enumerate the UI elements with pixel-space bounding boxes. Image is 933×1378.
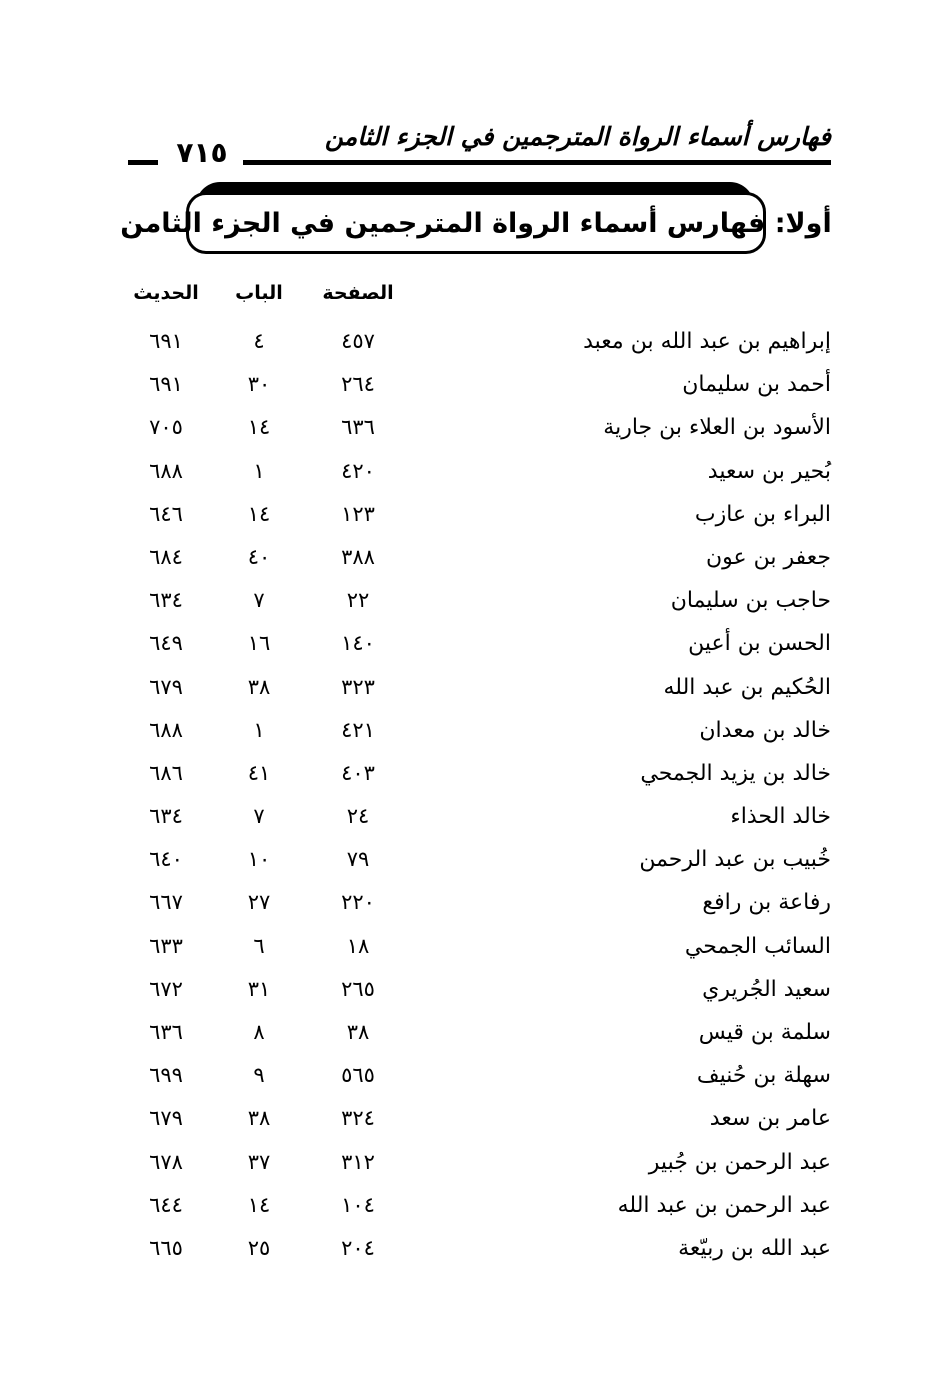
- page-cell: ١٢٣: [341, 501, 375, 526]
- narrator-name: حاجب بن سليمان: [670, 588, 831, 614]
- narrator-name: البراء بن عازب: [694, 501, 831, 527]
- chapter-cell: ٤٠: [247, 544, 271, 569]
- table-row: [0, 925, 933, 968]
- hadith-cell: ٦٣٤: [149, 804, 183, 829]
- table-row: [0, 406, 933, 449]
- narrator-name: سعيد الجُريري: [702, 976, 831, 1002]
- narrator-name: خُبيب بن عبد الرحمن: [639, 847, 831, 873]
- running-title: فهارس أسماء الرواة المترجمين في الجزء الثامن: [324, 122, 831, 151]
- hadith-cell: ٦٧٨: [149, 1149, 183, 1174]
- table-row: [0, 968, 933, 1011]
- hadith-cell: ٦٣٦: [149, 1020, 183, 1044]
- chapter-cell: ٩: [253, 1063, 265, 1088]
- table-row: [0, 1011, 933, 1054]
- page-cell: ٢٢٠: [341, 890, 375, 915]
- page-cell: ٣٨: [346, 1020, 370, 1044]
- hadith-cell: ٦٤٦: [149, 501, 183, 526]
- table-row: [0, 881, 933, 924]
- page-cell: ٣١٢: [341, 1149, 375, 1174]
- chapter-cell: ٧: [253, 588, 265, 613]
- page-cell: ٥٦٥: [341, 1063, 375, 1088]
- chapter-cell: ١٤: [247, 501, 271, 526]
- narrator-name: جعفر بن عون: [706, 544, 831, 570]
- page-cell: ١٨: [346, 933, 370, 958]
- page-cell: ٢٦٥: [341, 976, 375, 1001]
- table-row: [0, 622, 933, 665]
- page-cell: ٤٢٠: [341, 458, 375, 483]
- chapter-cell: ٣٨: [247, 1106, 271, 1131]
- page-cell: ٣٢٤: [341, 1106, 375, 1131]
- narrator-name: إبراهيم بن عبد الله بن معبد: [583, 329, 831, 354]
- column-header-chapter: الباب: [235, 282, 283, 304]
- page-number: ٧١٥: [176, 136, 228, 169]
- table-row: [0, 579, 933, 622]
- hadith-cell: ٦٤٩: [149, 631, 183, 656]
- page-cell: ٤٠٣: [341, 760, 375, 785]
- table-row: [0, 1184, 933, 1227]
- chapter-cell: ٣٨: [247, 674, 271, 699]
- hadith-cell: ٦٩٩: [149, 1063, 183, 1088]
- chapter-cell: ١: [253, 717, 265, 742]
- chapter-cell: ٣٧: [247, 1149, 271, 1174]
- hadith-cell: ٧٠٥: [149, 415, 183, 440]
- page-cell: ٢٠٤: [341, 1235, 375, 1260]
- narrator-name: خالد بن يزيد الجمحي: [640, 760, 831, 786]
- page-cell: ٣٢٣: [341, 674, 375, 699]
- narrator-name: السائب الجمحي: [684, 933, 831, 959]
- table-row: [0, 536, 933, 579]
- column-header-hadith: الحديث: [133, 282, 199, 304]
- hadith-cell: ٦٦٧: [149, 890, 183, 915]
- narrator-name: سلمة بن قيس: [698, 1020, 831, 1045]
- page-cell: ٢٢: [346, 588, 370, 613]
- hadith-cell: ٦٦٥: [149, 1235, 183, 1260]
- column-header-page: الصفحة: [322, 282, 394, 304]
- table-row: [0, 1054, 933, 1097]
- chapter-cell: ١: [253, 458, 265, 483]
- hadith-cell: ٦٩١: [149, 372, 183, 397]
- hadith-cell: ٦٨٦: [149, 760, 183, 785]
- narrator-name: رفاعة بن رافع: [702, 890, 831, 916]
- narrator-name: خالد بن معدان: [699, 717, 831, 743]
- chapter-cell: ٢٥: [247, 1235, 271, 1260]
- chapter-cell: ٢٧: [247, 890, 271, 915]
- page-cell: ٤٥٧: [341, 329, 375, 353]
- header-rule: [243, 160, 831, 165]
- hadith-cell: ٦٣٤: [149, 588, 183, 613]
- table-row: [0, 666, 933, 709]
- narrator-name: الحسن بن أعين: [688, 631, 831, 657]
- table-row: [0, 320, 933, 363]
- chapter-cell: ٦: [253, 933, 265, 958]
- chapter-cell: ٤: [253, 329, 265, 353]
- narrator-name: سهلة بن حُنيف: [696, 1063, 831, 1089]
- hadith-cell: ٦٨٤: [149, 544, 183, 569]
- narrator-name: أحمد بن سليمان: [682, 372, 831, 398]
- narrator-name: الأسود بن العلاء بن جارية: [603, 415, 831, 441]
- chapter-cell: ١٦: [247, 631, 271, 656]
- hadith-cell: ٦٧٩: [149, 1106, 183, 1131]
- table-row: [0, 838, 933, 881]
- table-row: [0, 1141, 933, 1184]
- narrator-name: عبد الرحمن بن عبد الله: [617, 1192, 831, 1218]
- hadith-cell: ٦٨٨: [149, 458, 183, 483]
- chapter-cell: ٣١: [247, 976, 271, 1001]
- hadith-cell: ٦٤٤: [149, 1192, 183, 1217]
- page-cell: ٦٣٦: [341, 415, 375, 440]
- narrator-name: بُحير بن سعيد: [707, 458, 831, 484]
- page-cell: ٢٤: [346, 804, 370, 829]
- table-row: [0, 450, 933, 493]
- hadith-cell: ٦٨٨: [149, 717, 183, 742]
- table-row: [0, 363, 933, 406]
- table-row: [0, 709, 933, 752]
- page-cell: ٤٢١: [341, 717, 375, 742]
- chapter-cell: ١٤: [247, 1192, 271, 1217]
- page-cell: ٢٦٤: [341, 372, 375, 397]
- page-cell: ١٤٠: [341, 631, 375, 656]
- table-row: [0, 1097, 933, 1140]
- hadith-cell: ٦٤٠: [149, 847, 183, 872]
- page-cell: ٣٨٨: [341, 544, 375, 569]
- hadith-cell: ٦٧٢: [149, 976, 183, 1001]
- hadith-cell: ٦٧٩: [149, 674, 183, 699]
- table-row: [0, 795, 933, 838]
- hadith-cell: ٦٩١: [149, 329, 183, 353]
- narrator-name: خالد الحذاء: [730, 804, 831, 830]
- chapter-cell: ٨: [253, 1020, 265, 1044]
- chapter-cell: ١٤: [247, 415, 271, 440]
- narrator-name: عبد الله بن ربيّعة: [678, 1235, 831, 1261]
- narrator-name: عبد الرحمن بن جُبير: [648, 1149, 831, 1175]
- chapter-cell: ٧: [253, 804, 265, 829]
- table-row: [0, 752, 933, 795]
- chapter-cell: ١٠: [247, 847, 271, 872]
- chapter-cell: ٣٠: [247, 372, 271, 397]
- table-row: [0, 493, 933, 536]
- header-rule-short: [128, 160, 158, 165]
- table-row: [0, 1227, 933, 1270]
- narrator-name: الحُكيم بن عبد الله: [663, 674, 831, 700]
- hadith-cell: ٦٣٣: [149, 933, 183, 958]
- page-cell: ٧٩: [346, 847, 370, 872]
- chapter-cell: ٤١: [247, 760, 271, 785]
- page-cell: ١٠٤: [341, 1192, 375, 1217]
- section-title: أولا: فهارس أسماء الرواة المترجمين في الجزء الثامن: [120, 207, 832, 239]
- narrators-index-table: [0, 320, 933, 1270]
- narrator-name: عامر بن سعد: [709, 1106, 831, 1132]
